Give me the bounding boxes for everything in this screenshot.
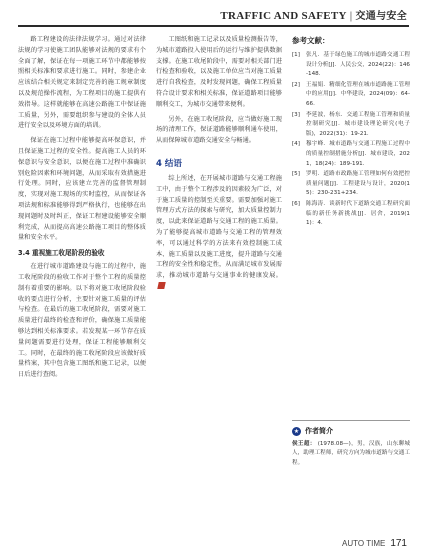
column-2 — [156, 35, 282, 529]
author-bio-text: (1978.08—)，男，汉族，山东聊城人，助理工程师，研究方向为城市道路与交通工程。 — [292, 441, 410, 466]
author-name: 侯王超： — [292, 441, 316, 447]
reference-text: 穆宇峰．城市道路与交通工程施工过程中的质量控制措施分析[J]．城市建设，2021，18(24)：189-191. — [306, 141, 410, 167]
conclusion-text: 综上所述，在开展城市道路与交通工程施工中，由于整个工程涉及的因素较为广泛，对于施工质量的控制至关重要。需要加强对施工管理方式方法的探索与研究，加大质量控制力度，以此来保证道路与交通工程的施工质量。为了能够提高城市道路与交通工程的管理效率，可以通过科学的方法来有效控制施工成本、施工质量以及施工进度，提升道路与交通工程的安全性和稳定性，从而满足城市发展需求，推动城市道路与交通事业的健康发展。 — [156, 174, 282, 280]
page-footer — [342, 538, 407, 549]
reference-text: 李延波，杨东．交通工程施工管理和质量控制研究[J]．城市建设理论研究(电子版)，2022(31)：19-21. — [306, 111, 410, 137]
page-number: 171 — [390, 538, 407, 549]
body-paragraph: 在进行城市道路建设与施工的过程中，施工收尾阶段的验收工作对于整个工程的质量控制有着重要的影响。以下将对施工收尾阶段验收的要点进行分析，主要针对施工质量的评估与检查。在最后的施工收尾阶段，需要对施工质量进行最终的检查和评价，确保施工质量能够达到相关标准要求。若发现某一环节存在质量问题需要进行处理，保证工程能够顺利交工。同时，在最终的施工收尾阶段应该做好质量档案，其中包含施工图纸和施工记录，以便日后进行查阅。 — [18, 263, 146, 379]
header-title-cn: 交通与安全 — [355, 11, 407, 22]
header-title-en: TRAFFIC AND SAFETY — [220, 10, 347, 22]
reference-text: 陈海涛．谈新时代下道路交通工程研究面临的新任务新挑战[J]．居舍，2019(11)：4. — [306, 200, 410, 227]
body-paragraph: 工图纸和施工记录以及质量检测报告等，为城市道路投入使用后的运行与维护提供数据支撑。在施工收尾阶段中，需要对相关部门进行检查和验收，以及施工单位应当对施工质量进行自我检查，及时发现问题，确保工程质量符合设计要求和相关标准，保证道路项目能够顺利交工，为城市交通带来便利。 — [156, 36, 282, 108]
reference-number: [5] — [292, 171, 300, 178]
references-column — [292, 35, 410, 412]
reference-text: 王福娟．精细化管理在城市道路施工管理中的应用[J]．中华建设，2024(09)：64-66. — [306, 81, 410, 107]
references-title: 参考文献： — [292, 36, 330, 45]
body-paragraph: 路工程建设的法律法规学习。通过对法律法规的学习使施工团队能够对法规的要求有个全面了解，保证在每一项施工环节中都能够按照相关标准和要求进行施工。同时，参建企业应该结合相关规定来制定完善的施工规章制度以及规范操作流程，为工程项目的施工提供有效指导。这样就能够在高速公路施工中保证施工质量，另外，需要组织参与建设的全体人员进行安全以及环境方面的培训。 — [18, 36, 146, 130]
reference-number: [4] — [292, 141, 300, 148]
references-list — [292, 51, 410, 229]
footer-brand: AUTO TIME — [342, 539, 386, 548]
author-badge-icon: ★ — [293, 427, 300, 435]
section-header-title — [220, 7, 407, 22]
author-info-box — [292, 420, 410, 468]
end-of-article-icon — [157, 282, 165, 289]
reference-item — [292, 170, 410, 199]
body-paragraph: 保证在施工过程中能够提高环保意识，并且保证施工过程的安全性。提高施工人员的环保意识与安全意识，以便在施工过程中准确识别危险因素和环境问题，从而采取有效措施进行处理。同时，应该建立完善的监督管理制度，实现对施工现场的实时监控，从而保证各项法规和标准能够得到严格执行，也能够在出现问题时及时纠正，保证工程建设能够安全顺利完成，从而提高高速公路施工项目的整体质量和安全水平。 — [18, 137, 146, 242]
author-bio — [292, 440, 410, 468]
section-heading: 4 结语 — [156, 158, 182, 169]
author-heading: 作者简介 — [305, 427, 333, 435]
header-rule — [18, 25, 409, 27]
conclusion-paragraph — [156, 174, 282, 293]
page-header — [0, 0, 427, 26]
reference-text: 张凡．基于绿色施工的城市道路交通工程设计分析[J]．人民公交，2024(22)：146-148. — [306, 52, 410, 78]
reference-item — [292, 200, 410, 229]
reference-number: [2] — [292, 81, 300, 88]
reference-text: 罗明．道路市政路施工管理如何有效把控质量问题[J]．工程建设与设计，2020(15)：230-231+234. — [306, 171, 410, 197]
reference-number: [1] — [292, 52, 300, 58]
reference-number: [3] — [292, 111, 300, 118]
column-1 — [18, 35, 146, 529]
reference-item — [292, 140, 410, 169]
body-paragraph: 另外，在施工收尾阶段，应当做好施工现场的清理工作，保证道路能够顺利通车使用，从而保障城市道路交通安全与畅通。 — [156, 115, 282, 145]
reference-item — [292, 51, 410, 80]
author-header — [292, 426, 410, 436]
reference-item — [292, 81, 410, 110]
reference-number: [6] — [292, 200, 300, 207]
reference-item — [292, 111, 410, 140]
header-separator: | — [349, 10, 353, 22]
subsection-heading: 3.4 重视施工收尾阶段的验收 — [18, 249, 105, 258]
